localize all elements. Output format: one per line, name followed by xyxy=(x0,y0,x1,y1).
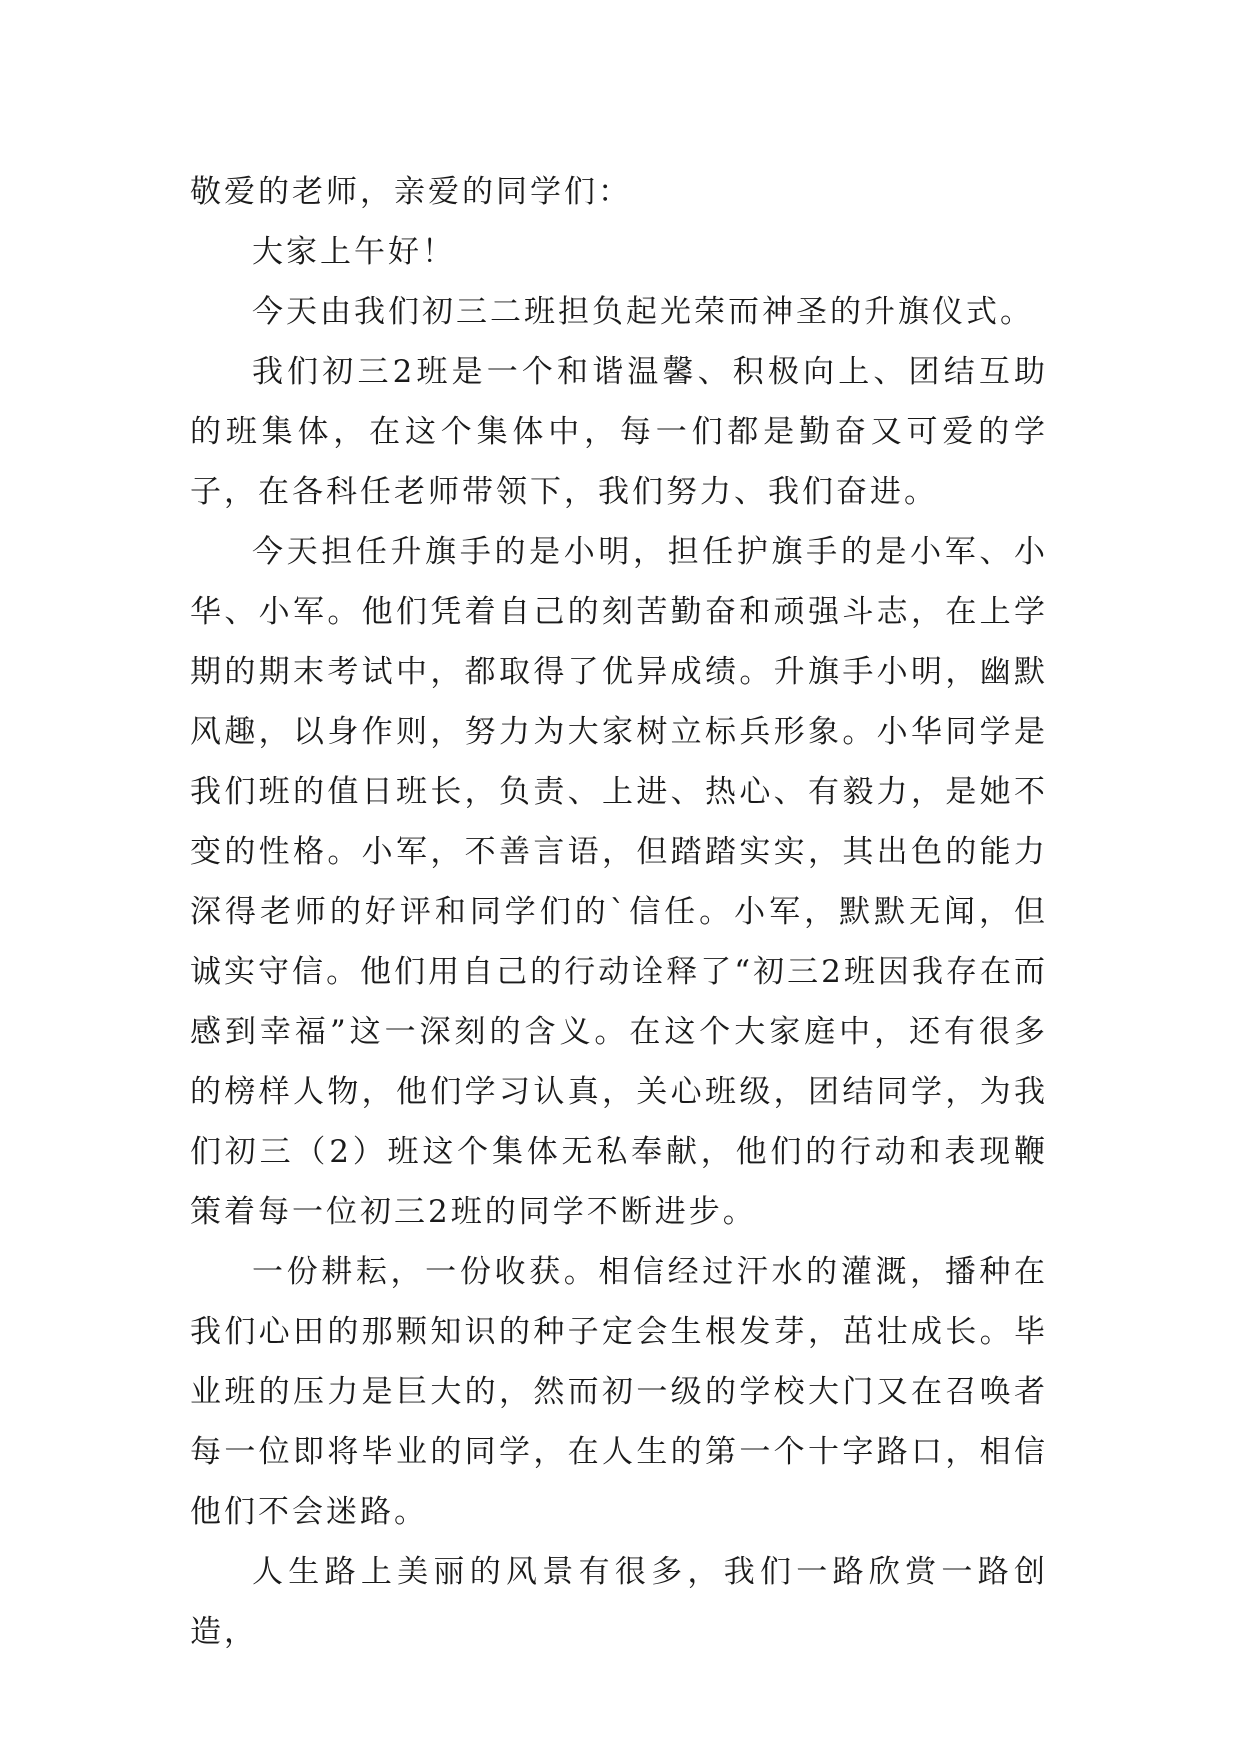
paragraph-flag-team: 今天担任升旗手的是小明，担任护旗手的是小军、小华、小军。他们凭着自己的刻苦勤奋和顽强斗志，在上学期的期末考试中，都取得了优异成绩。升旗手小明，幽默风趣，以身作则，努力为大家树立标兵形象。小华同学是我们班的值日班长，负责、上进、热心、有毅力，是她不变的性格。小军，不善言语，但踏踏实实，其出色的能力深得老师的好评和同学们的`信任。小军，默默无闻，但诚实守信。他们用自己的行动诠释了“初三2班因我存在而感到幸福”这一深刻的含义。在这个大家庭中，还有很多的榜样人物，他们学习认真，关心班级，团结同学，为我们初三（2）班这个集体无私奉献，他们的行动和表现鞭策着每一位初三2班的同学不断进步。 xyxy=(190,534,1048,1230)
paragraph-ceremony: 今天由我们初三二班担负起光荣而神圣的升旗仪式。 xyxy=(252,294,1034,330)
paragraph-harvest: 一份耕耘，一份收获。相信经过汗水的灌溉，播种在我们心田的那颗知识的种子定会生根发芽，茁壮成长。毕业班的压力是巨大的，然而初一级的学校大门又在召唤者每一位即将毕业的同学，在人生的第一个十字路口，相信他们不会迷路。 xyxy=(190,1254,1048,1530)
greeting: 大家上午好！ xyxy=(252,234,456,270)
paragraph-scenery: 人生路上美丽的风景有很多，我们一路欣赏一路创造， xyxy=(190,1554,1048,1650)
salutation: 敬爱的老师，亲爱的同学们： xyxy=(190,174,632,210)
paragraph-class-intro: 我们初三2班是一个和谐温馨、积极向上、团结互助的班集体，在这个集体中，每一们都是勤奋又可爱的学子，在各科任老师带领下，我们努力、我们奋进。 xyxy=(190,354,1048,510)
document-body xyxy=(190,162,1048,1662)
